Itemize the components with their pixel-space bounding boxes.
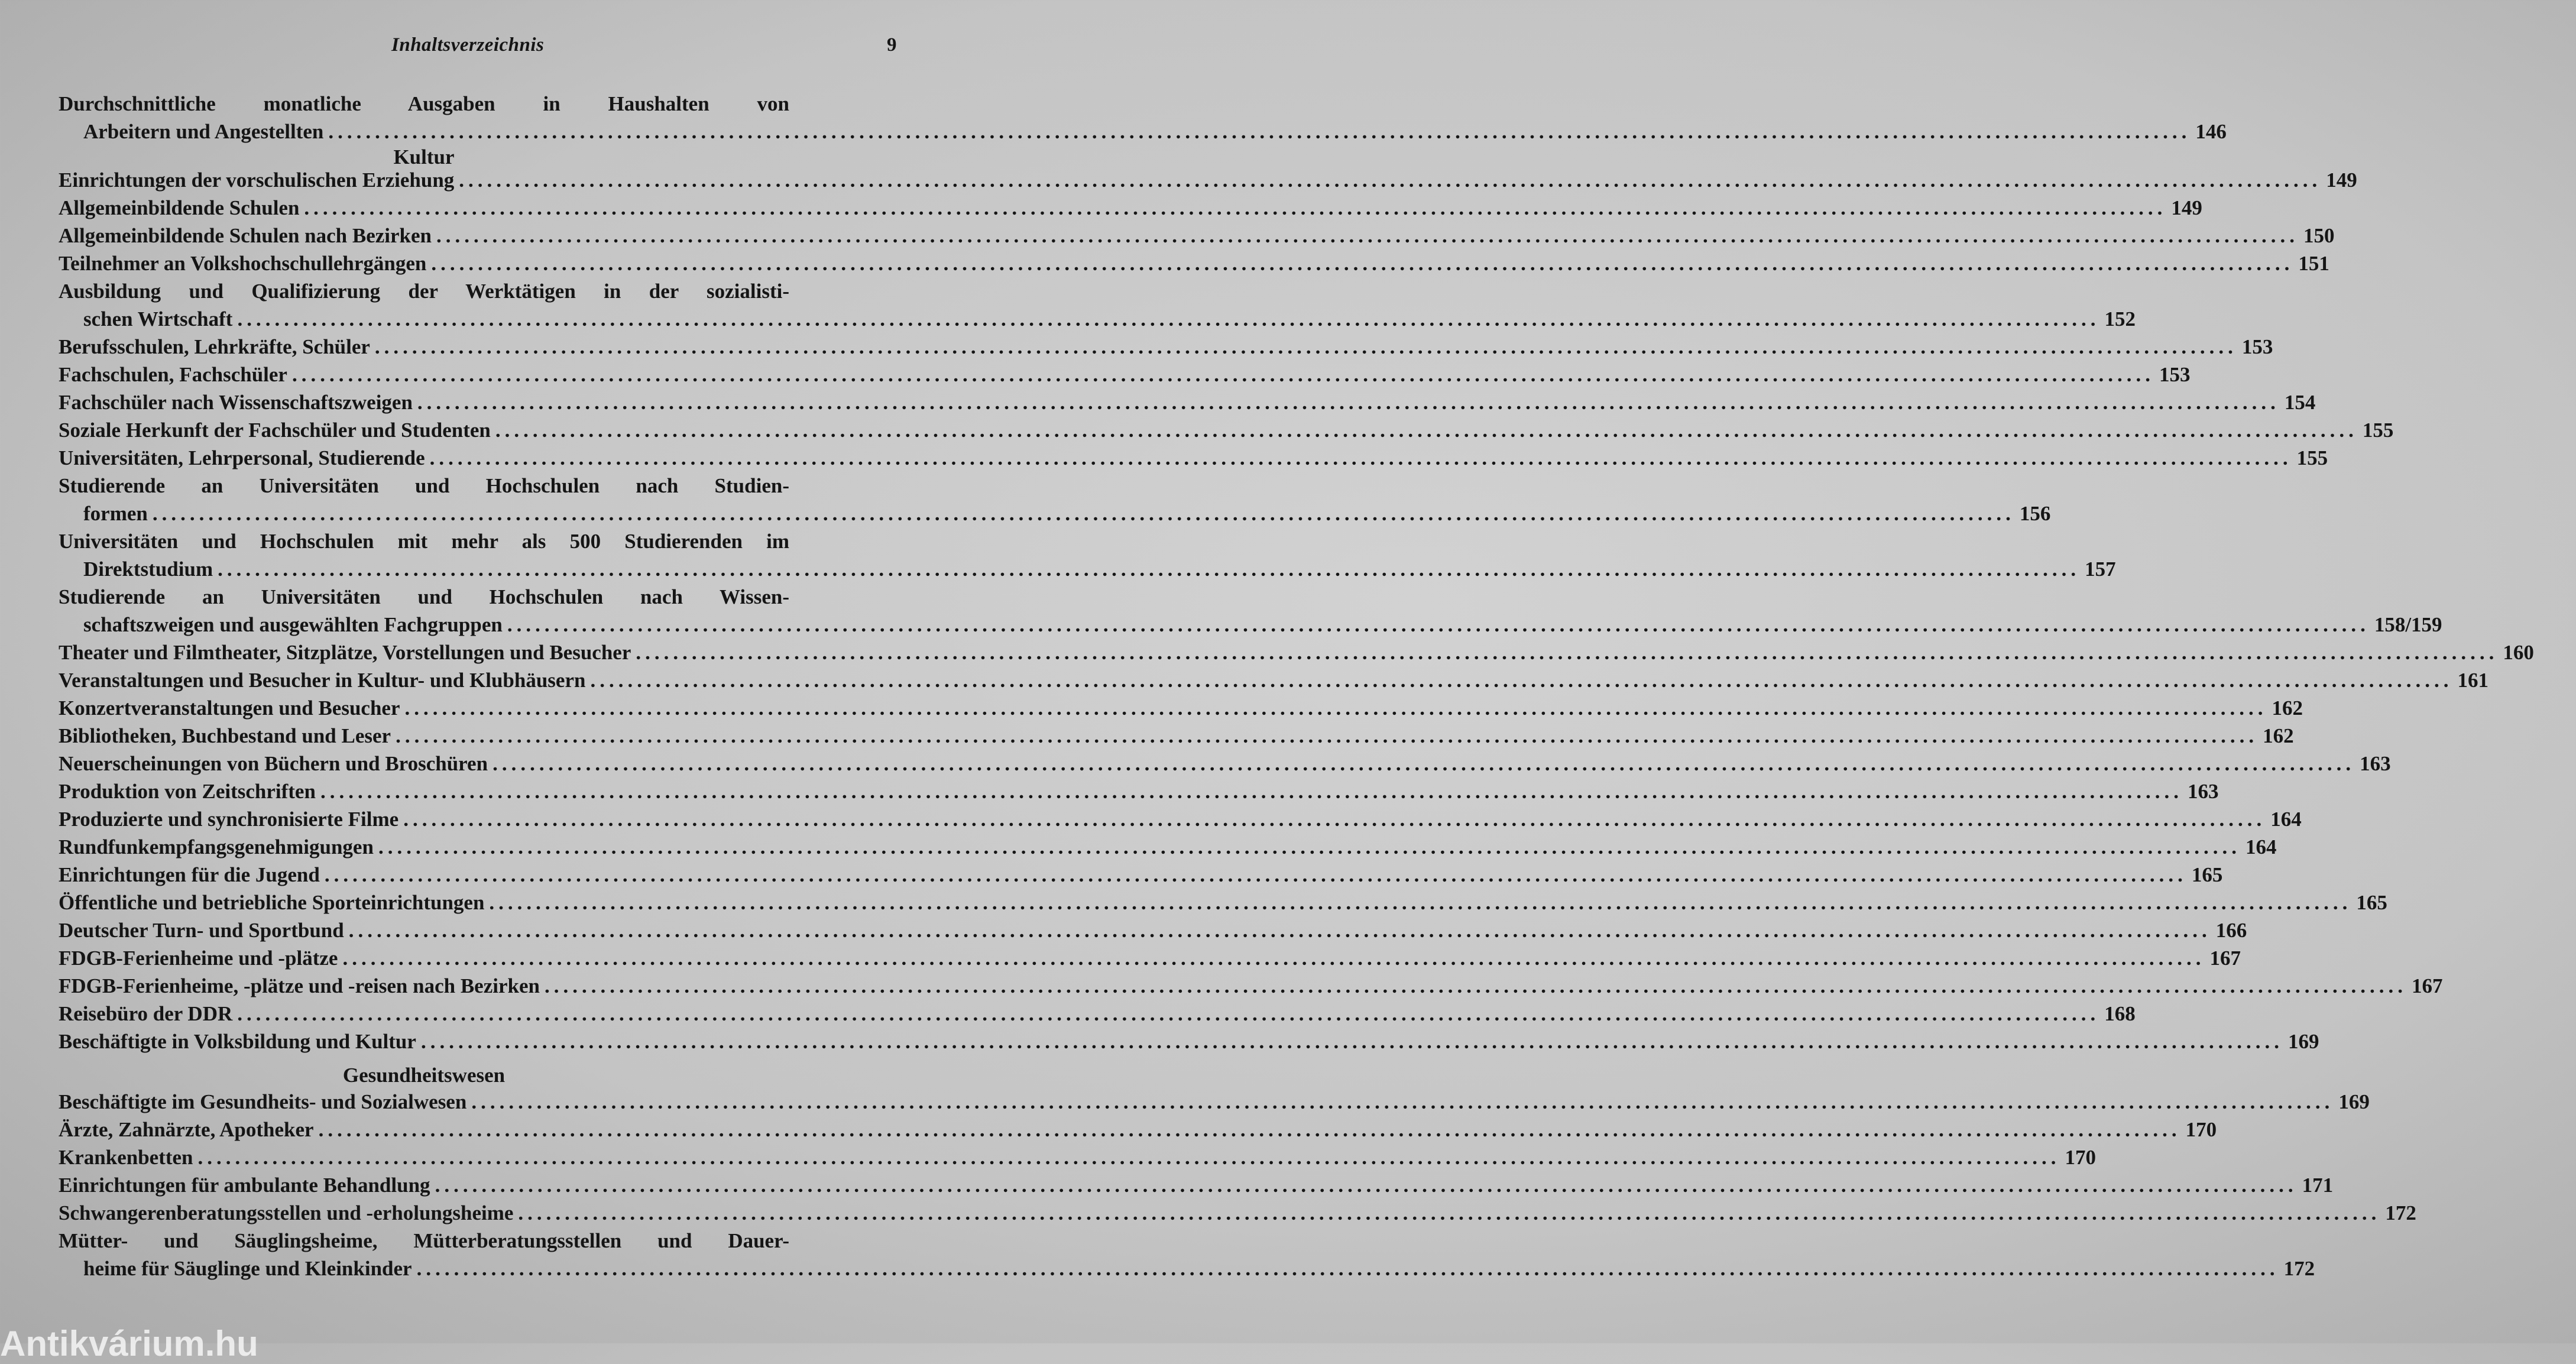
entry-page-number: 152 — [2104, 307, 2136, 331]
toc-entry — [59, 472, 2051, 527]
entry-last-line — [59, 1116, 2217, 1143]
leader-dots: ........................................................................................................................................................................................................ — [420, 1030, 2283, 1053]
entry-page-number: 146 — [2195, 120, 2227, 143]
leader-dots: ........................................................................................................................................................................................................ — [471, 1090, 2334, 1113]
entry-page-number: 151 — [2298, 252, 2329, 275]
entry-page-number: 164 — [2270, 808, 2302, 831]
leader-dots: ........................................................................................................................................................................................................ — [342, 947, 2205, 970]
table-of-contents — [59, 90, 2534, 1282]
leader-dots: ........................................................................................................................................................................................................ — [507, 613, 2370, 636]
toc-entry — [59, 1227, 2315, 1282]
toc-entry — [59, 444, 2328, 472]
entry-page-number: 155 — [2296, 446, 2328, 469]
leader-dots: ........................................................................................................................................................................................................ — [495, 419, 2358, 442]
toc-entry — [59, 666, 2488, 694]
entry-last-line — [59, 916, 2247, 944]
toc-entry — [59, 833, 2277, 861]
entry-page-number: 165 — [2356, 891, 2387, 914]
leader-dots: ........................................................................................................................................................................................................ — [348, 919, 2211, 942]
leader-dots: ........................................................................................................................................................................................................ — [544, 974, 2407, 997]
entry-text: Bibliotheken, Buchbestand und Leser — [59, 724, 391, 747]
entry-last-line — [59, 833, 2277, 861]
entry-page-number: 163 — [2187, 780, 2219, 803]
entry-text-line: Mütter- und Säuglingsheime, Mütterberatungsstellen und Dauer- — [59, 1229, 789, 1252]
toc-entry — [59, 416, 2394, 444]
entry-last-line — [59, 611, 2442, 639]
entry-page-number: 153 — [2159, 363, 2191, 386]
toc-entry — [59, 722, 2294, 750]
running-title: Inhaltsverzeichnis — [391, 34, 545, 56]
entry-text: Berufsschulen, Lehrkräfte, Schüler — [59, 335, 370, 358]
entry-text: Öffentliche und betriebliche Sporteinrichtungen — [59, 891, 485, 914]
toc-entry — [59, 527, 2116, 583]
entry-text: Beschäftigte im Gesundheits- und Sozialwesen — [59, 1090, 467, 1113]
entry-page-number: 170 — [2065, 1146, 2096, 1169]
entry-last-line — [59, 305, 2136, 333]
page-header — [0, 34, 1007, 64]
entry-text: schaftszweigen und ausgewählten Fachgruppen — [83, 613, 503, 636]
leader-dots: ........................................................................................................................................................................................................ — [324, 863, 2187, 886]
toc-entry — [59, 1028, 2319, 1055]
entry-page-number: 158/159 — [2374, 613, 2442, 636]
leader-dots: ........................................................................................................................................................................................................ — [197, 1146, 2060, 1169]
entry-last-line — [59, 222, 2335, 250]
entry-text: schen Wirtschaft — [83, 307, 233, 331]
leader-dots: ........................................................................................................................................................................................................ — [328, 120, 2191, 143]
leader-dots: ........................................................................................................................................................................................................ — [435, 1174, 2298, 1197]
entry-page-number: 154 — [2284, 391, 2316, 414]
toc-entry — [59, 1199, 2416, 1227]
entry-page-number: 157 — [2085, 558, 2116, 581]
leader-dots: ........................................................................................................................................................................................................ — [237, 307, 2100, 331]
entry-text: Konzertveranstaltungen und Besucher — [59, 696, 400, 720]
entry-last-line — [59, 805, 2302, 833]
entry-text: FDGB-Ferienheime und -plätze — [59, 947, 338, 970]
leader-dots: ........................................................................................................................................................................................................ — [492, 752, 2355, 775]
leader-dots: ........................................................................................................................................................................................................ — [237, 1002, 2100, 1025]
leader-dots: ........................................................................................................................................................................................................ — [320, 780, 2183, 803]
entry-last-line — [59, 666, 2488, 694]
entry-text: Direktstudium — [83, 558, 213, 581]
entry-text: Fachschulen, Fachschüler — [59, 363, 287, 386]
entry-last-line — [59, 361, 2191, 388]
entry-text-line: Ausbildung und Qualifizierung der Werktätigen in der sozialisti- — [59, 280, 789, 303]
leader-dots: ........................................................................................................................................................................................................ — [404, 696, 2267, 720]
entry-last-line — [59, 1088, 2370, 1116]
entry-last-line — [59, 194, 2202, 222]
toc-entry — [59, 333, 2273, 361]
entry-last-line — [59, 1199, 2416, 1227]
entry-last-line — [59, 777, 2219, 805]
entry-text: Produzierte und synchronisierte Filme — [59, 808, 399, 831]
entry-page-number: 168 — [2104, 1002, 2136, 1025]
entry-page-number: 166 — [2215, 919, 2247, 942]
entry-text: Theater und Filmtheater, Sitzplätze, Vorstellungen und Besucher — [59, 641, 631, 664]
entry-last-line — [59, 250, 2329, 277]
entry-last-line — [59, 500, 2051, 527]
entry-page-number: 167 — [2209, 947, 2241, 970]
leader-dots: ........................................................................................................................................................................................................ — [429, 446, 2292, 469]
entry-last-line — [59, 416, 2394, 444]
entry-page-number: 162 — [2263, 724, 2294, 747]
toc-entry — [59, 889, 2387, 916]
entry-last-line — [59, 166, 2357, 194]
toc-entry — [59, 222, 2335, 250]
toc-entry — [59, 194, 2202, 222]
section-heading: Gesundheitswesen — [342, 1064, 506, 1087]
entry-page-number: 170 — [2185, 1118, 2217, 1141]
entry-last-line — [59, 694, 2303, 722]
entry-page-number: 172 — [2283, 1257, 2315, 1280]
leader-dots: ........................................................................................................................................................................................................ — [416, 1257, 2279, 1280]
entry-text: heime für Säuglinge und Kleinkinder — [83, 1257, 412, 1280]
entry-page-number: 160 — [2503, 641, 2534, 664]
entry-last-line — [59, 444, 2328, 472]
entry-text: Schwangerenberatungsstellen und -erholungsheime — [59, 1201, 514, 1224]
toc-entry — [59, 805, 2302, 833]
toc-entry — [59, 750, 2391, 777]
entry-page-number: 169 — [2287, 1030, 2319, 1053]
entry-text: Soziale Herkunft der Fachschüler und Studenten — [59, 419, 491, 442]
watermark: Antikvárium.hu — [0, 1324, 258, 1363]
entry-last-line — [59, 1000, 2136, 1028]
entry-last-line — [59, 1255, 2315, 1282]
entry-text: FDGB-Ferienheime, -plätze und -reisen nach Bezirken — [59, 974, 540, 997]
leader-dots: ........................................................................................................................................................................................................ — [304, 196, 2167, 219]
entry-page-number: 167 — [2411, 974, 2443, 997]
entry-last-line — [59, 944, 2241, 972]
leader-dots: ........................................................................................................................................................................................................ — [590, 669, 2453, 692]
entry-page-number: 156 — [2019, 502, 2051, 525]
entry-text: formen — [83, 502, 148, 525]
entry-text: Veranstaltungen und Besucher in Kultur- und Klubhäusern — [59, 669, 586, 692]
leader-dots: ........................................................................................................................................................................................................ — [218, 558, 2081, 581]
toc-entry — [59, 1143, 2096, 1171]
toc-entry — [59, 639, 2534, 666]
leader-dots: ........................................................................................................................................................................................................ — [489, 891, 2352, 914]
leader-dots: ........................................................................................................................................................................................................ — [636, 641, 2499, 664]
leader-dots: ........................................................................................................................................................................................................ — [291, 363, 2154, 386]
entry-last-line — [59, 333, 2273, 361]
entry-last-line — [59, 1171, 2334, 1199]
entry-page-number: 149 — [2171, 196, 2202, 219]
entry-last-line — [59, 388, 2316, 416]
leader-dots: ........................................................................................................................................................................................................ — [396, 724, 2259, 747]
entry-page-number: 150 — [2303, 224, 2335, 247]
leader-dots: ........................................................................................................................................................................................................ — [152, 502, 2015, 525]
entry-last-line — [59, 1028, 2319, 1055]
toc-entry — [59, 361, 2191, 388]
entry-text: Universitäten, Lehrpersonal, Studierende — [59, 446, 425, 469]
entry-page-number: 161 — [2457, 669, 2488, 692]
toc-entry — [59, 861, 2223, 889]
toc-entry — [59, 1171, 2334, 1199]
toc-entry — [59, 166, 2357, 194]
leader-dots: ........................................................................................................................................................................................................ — [417, 391, 2280, 414]
entry-text: Einrichtungen für ambulante Behandlung — [59, 1174, 430, 1197]
entry-text: Ärzte, Zahnärzte, Apotheker — [59, 1118, 314, 1141]
entry-page-number: 172 — [2385, 1201, 2416, 1224]
toc-entry — [59, 388, 2316, 416]
entry-text: Krankenbetten — [59, 1146, 193, 1169]
entry-text: Fachschüler nach Wissenschaftszweigen — [59, 391, 413, 414]
entry-text-line: Studierende an Universitäten und Hochschulen nach Wissen- — [59, 585, 789, 608]
leader-dots: ........................................................................................................................................................................................................ — [403, 808, 2266, 831]
toc-entry — [59, 1088, 2370, 1116]
entry-text-line: Durchschnittliche monatliche Ausgaben in Haushalten von — [59, 92, 789, 115]
toc-entry — [59, 277, 2136, 333]
toc-entry — [59, 916, 2247, 944]
leader-dots: ........................................................................................................................................................................................................ — [518, 1201, 2381, 1224]
toc-entry — [59, 250, 2329, 277]
leader-dots: ........................................................................................................................................................................................................ — [318, 1118, 2181, 1141]
entry-last-line — [59, 889, 2387, 916]
entry-text: Beschäftigte in Volksbildung und Kultur — [59, 1030, 416, 1053]
page-number: 9 — [887, 34, 897, 56]
toc-entry — [59, 972, 2443, 1000]
entry-text: Produktion von Zeitschriften — [59, 780, 316, 803]
toc-entry — [59, 583, 2442, 639]
toc-entry — [59, 694, 2303, 722]
entry-last-line — [59, 861, 2223, 889]
entry-text-line: Studierende an Universitäten und Hochschulen nach Studien- — [59, 474, 789, 497]
toc-entry — [59, 777, 2219, 805]
entry-page-number: 164 — [2245, 835, 2277, 858]
toc-entry — [59, 90, 2227, 145]
entry-text: Neuerscheinungen von Büchern und Broschüren — [59, 752, 488, 775]
entry-text: Teilnehmer an Volkshochschullehrgängen — [59, 252, 427, 275]
toc-entry — [59, 1000, 2136, 1028]
entry-last-line — [59, 555, 2116, 583]
entry-text: Rundfunkempfangsgenehmigungen — [59, 835, 374, 858]
entry-last-line — [59, 722, 2294, 750]
leader-dots: ........................................................................................................................................................................................................ — [378, 835, 2241, 858]
entry-last-line — [59, 750, 2391, 777]
entry-text: Allgemeinbildende Schulen nach Bezirken — [59, 224, 432, 247]
section-heading: Kultur — [393, 145, 455, 169]
entry-text: Einrichtungen für die Jugend — [59, 863, 320, 886]
entry-last-line — [59, 639, 2534, 666]
leader-dots: ........................................................................................................................................................................................................ — [436, 224, 2299, 247]
entry-page-number: 171 — [2302, 1174, 2334, 1197]
entry-text-line: Universitäten und Hochschulen mit mehr als 500 Studierenden im — [59, 530, 789, 553]
toc-entry — [59, 944, 2241, 972]
entry-text: Reisebüro der DDR — [59, 1002, 233, 1025]
entry-page-number: 165 — [2191, 863, 2223, 886]
entry-last-line — [59, 1143, 2096, 1171]
leader-dots: ........................................................................................................................................................................................................ — [431, 252, 2294, 275]
entry-text: Einrichtungen der vorschulischen Erziehung — [59, 169, 455, 192]
entry-page-number: 163 — [2360, 752, 2391, 775]
entry-page-number: 155 — [2362, 419, 2394, 442]
toc-entry — [59, 1116, 2217, 1143]
entry-last-line — [59, 118, 2227, 145]
entry-page-number: 162 — [2272, 696, 2303, 720]
entry-last-line — [59, 972, 2443, 1000]
leader-dots: ........................................................................................................................................................................................................ — [459, 169, 2322, 192]
entry-page-number: 169 — [2338, 1090, 2370, 1113]
entry-text: Deutscher Turn- und Sportbund — [59, 919, 344, 942]
leader-dots: ........................................................................................................................................................................................................ — [374, 335, 2237, 358]
entry-page-number: 153 — [2241, 335, 2273, 358]
entry-page-number: 149 — [2326, 169, 2357, 192]
entry-text: Arbeitern und Angestellten — [83, 120, 324, 143]
entry-text: Allgemeinbildende Schulen — [59, 196, 300, 219]
